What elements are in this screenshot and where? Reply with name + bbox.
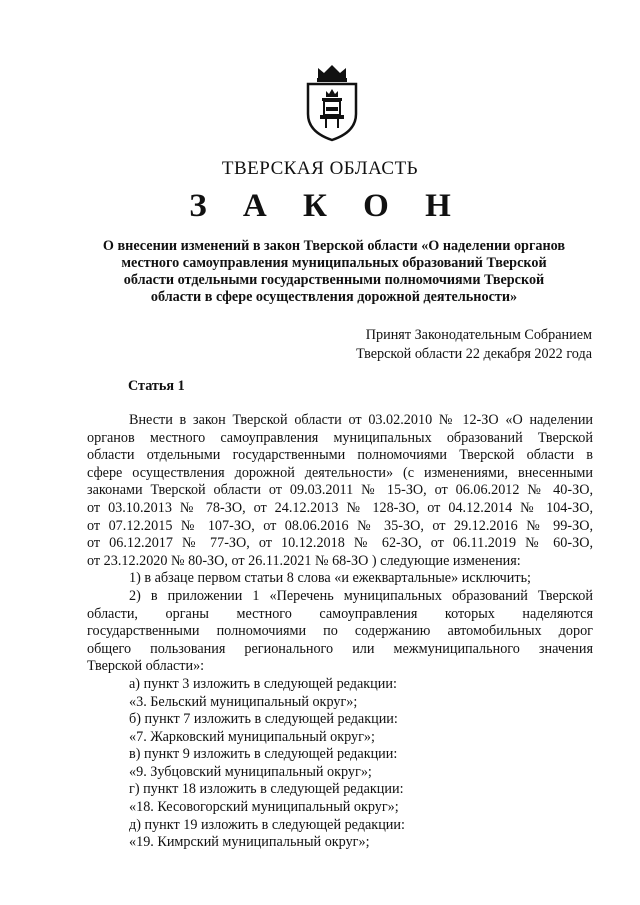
paragraph-line: органов местного самоуправления муниципальных образований Тверской xyxy=(87,429,593,446)
paragraph-line: от 03.10.2013 № 78-ЗО, от 24.12.2013 № 128-ЗО, от 04.12.2014 № 104-ЗО, xyxy=(87,499,593,516)
adoption-line: Принят Законодательным Собранием xyxy=(365,327,592,343)
subitem-line: д) пункт 19 изложить в следующей редакции: xyxy=(129,816,405,833)
paragraph-line: от 23.12.2020 № 80-ЗО, от 26.11.2021 № 68-ЗО ) следующие изменения: xyxy=(87,552,521,569)
law-title-line: О внесении изменений в закон Тверской области «О наделении органов xyxy=(102,238,566,254)
region-heading: ТВЕРСКАЯ ОБЛАСТЬ xyxy=(221,158,419,179)
document-type-heading: З А К О Н xyxy=(189,188,465,224)
adoption-note xyxy=(292,326,592,364)
adoption-date-line: Тверской области 22 декабря 2022 года xyxy=(356,346,592,362)
law-title xyxy=(84,238,584,306)
law-title-line: области в сфере осуществления дорожной деятельности» xyxy=(150,289,518,305)
paragraph-line: законами Тверской области от 09.03.2011 № 15-ЗО, от 06.06.2012 № 40-ЗО, xyxy=(87,482,593,499)
subitem-line: б) пункт 7 изложить в следующей редакции: xyxy=(129,711,398,728)
paragraph-line: Тверской области»: xyxy=(87,658,205,675)
article-body xyxy=(87,412,593,852)
paragraph-line: Внести в закон Тверской области от 03.02.2010 № 12-ЗО «О наделении xyxy=(129,412,593,428)
article-heading: Статья 1 xyxy=(128,378,185,394)
paragraph-line: 2) в приложении 1 «Перечень муниципальных образований Тверской xyxy=(129,587,593,604)
paragraph-line: общего пользования регионального или межмуниципального значения xyxy=(87,640,593,657)
paragraph-line: государственными полномочиями по содержанию автомобильных дорог xyxy=(87,623,593,640)
amendment-item-1: 1) в абзаце первом статьи 8 слова «и ежеквартальные» исключить; xyxy=(129,570,531,587)
subitem-line: «9. Зубцовский муниципальный округ»; xyxy=(129,763,372,780)
paragraph-line: от 06.12.2017 № 77-ЗО, от 10.12.2018 № 62-ЗО, от 06.11.2019 № 60-ЗО, xyxy=(87,535,593,552)
paragraph-line: области отдельными государственными полномочиями Тверской области в xyxy=(87,447,593,464)
subitem-line: «3. Бельский муниципальный округ»; xyxy=(129,693,358,710)
subitem-line: «19. Кимрский муниципальный округ»; xyxy=(129,834,370,851)
coat-of-arms-emblem-icon xyxy=(300,62,364,142)
subitem-line: «18. Кесовогорский муниципальный округ»; xyxy=(129,799,399,816)
subitem-line: «7. Жарковский муниципальный округ»; xyxy=(129,728,375,745)
subitem-line: в) пункт 9 изложить в следующей редакции: xyxy=(129,746,398,763)
paragraph-line: сфере осуществления дорожной деятельности» (с изменениями, внесенными xyxy=(87,464,593,481)
paragraph-line: области, органы местного самоуправления которых наделяются xyxy=(87,605,593,622)
subitem-line: г) пункт 18 изложить в следующей редакции: xyxy=(129,781,404,798)
subitem-line: а) пункт 3 изложить в следующей редакции: xyxy=(129,675,397,692)
law-title-line: местного самоуправления муниципальных образований Тверской xyxy=(121,255,547,271)
law-title-line: области отдельными государственными полномочиями Тверской xyxy=(123,272,545,288)
paragraph-line: от 07.12.2015 № 107-ЗО, от 08.06.2016 № 35-ЗО, от 29.12.2016 № 99-ЗО, xyxy=(87,517,593,534)
